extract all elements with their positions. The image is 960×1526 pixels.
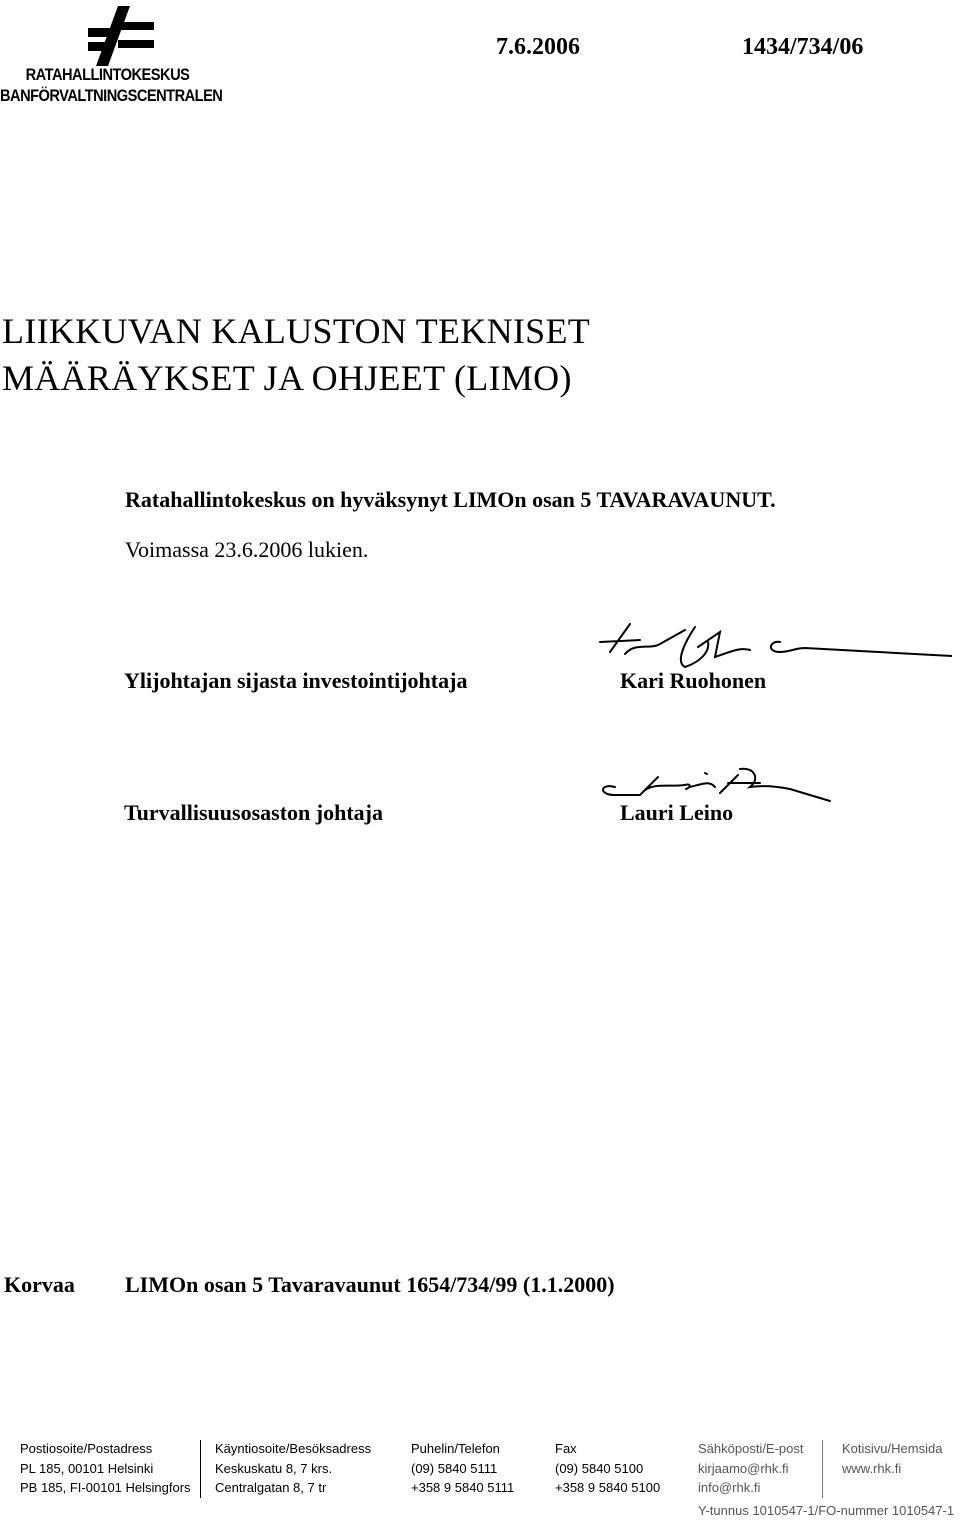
footer-business-id: Y-tunnus 1010547-1/FO-nummer 1010547-1 — [698, 1503, 955, 1518]
footer-divider-2 — [822, 1440, 823, 1498]
org-name-sv: BANFÖRVALTNINGSCENTRALEN — [0, 86, 223, 105]
signatory-name-1: Kari Ruohonen — [620, 668, 767, 693]
footer-email-heading: Sähköposti/E-post — [698, 1441, 804, 1456]
rhk-logo-icon — [88, 6, 154, 66]
footer-fax-line2: +358 9 5840 5100 — [555, 1480, 661, 1495]
footer-postal-line2: PB 185, FI-00101 Helsingfors — [20, 1480, 191, 1495]
replaces-text: LIMOn osan 5 Tavaravaunut 1654/734/99 (1.1.2000) — [125, 1272, 615, 1297]
footer-visit-line2: Centralgatan 8, 7 tr — [215, 1480, 327, 1495]
organization-name — [0, 64, 223, 106]
replaces-label: Korvaa — [4, 1272, 75, 1297]
document-date: 7.6.2006 — [496, 34, 580, 60]
footer-email-line2[interactable]: info@rhk.fi — [698, 1480, 761, 1495]
footer-visit-heading: Käyntiosoite/Besöksadress — [215, 1441, 372, 1456]
footer-phone-line2: +358 9 5840 5111 — [411, 1480, 515, 1495]
document-title-line2: MÄÄRÄYKSET JA OHJEET (LIMO) — [2, 358, 572, 398]
footer-fax-line1: (09) 5840 5100 — [555, 1461, 644, 1476]
footer-fax-heading: Fax — [555, 1441, 577, 1456]
validity-statement: Voimassa 23.6.2006 lukien. — [125, 537, 369, 562]
org-name-fi: RATAHALLINTOKESKUS — [25, 65, 190, 84]
document-reference: 1434/734/06 — [742, 34, 864, 60]
signature-1-handwriting — [590, 612, 952, 682]
footer-postal-line1: PL 185, 00101 Helsinki — [20, 1461, 154, 1476]
document-title-line1: LIIKKUVAN KALUSTON TEKNISET — [2, 311, 591, 351]
footer-web-line1[interactable]: www.rhk.fi — [842, 1461, 902, 1476]
footer-postal-heading: Postiosoite/Postadress — [20, 1441, 153, 1456]
footer-email-line1[interactable]: kirjaamo@rhk.fi — [698, 1461, 789, 1476]
footer-web-heading: Kotisivu/Hemsida — [842, 1441, 943, 1456]
footer-divider-1 — [200, 1440, 201, 1498]
approval-statement: Ratahallintokeskus on hyväksynyt LIMOn osan 5 TAVARAVAUNUT. — [125, 487, 776, 512]
footer-phone-heading: Puhelin/Telefon — [411, 1441, 500, 1456]
signatory-name-2: Lauri Leino — [620, 800, 734, 825]
footer-visit-line1: Keskuskatu 8, 7 krs. — [215, 1461, 333, 1476]
signature-2-handwriting — [590, 765, 850, 815]
signatory-role-2: Turvallisuusosaston johtaja — [124, 800, 383, 825]
footer-phone-line1: (09) 5840 5111 — [411, 1461, 498, 1476]
signatory-role-1: Ylijohtajan sijasta investointijohtaja — [124, 668, 468, 693]
